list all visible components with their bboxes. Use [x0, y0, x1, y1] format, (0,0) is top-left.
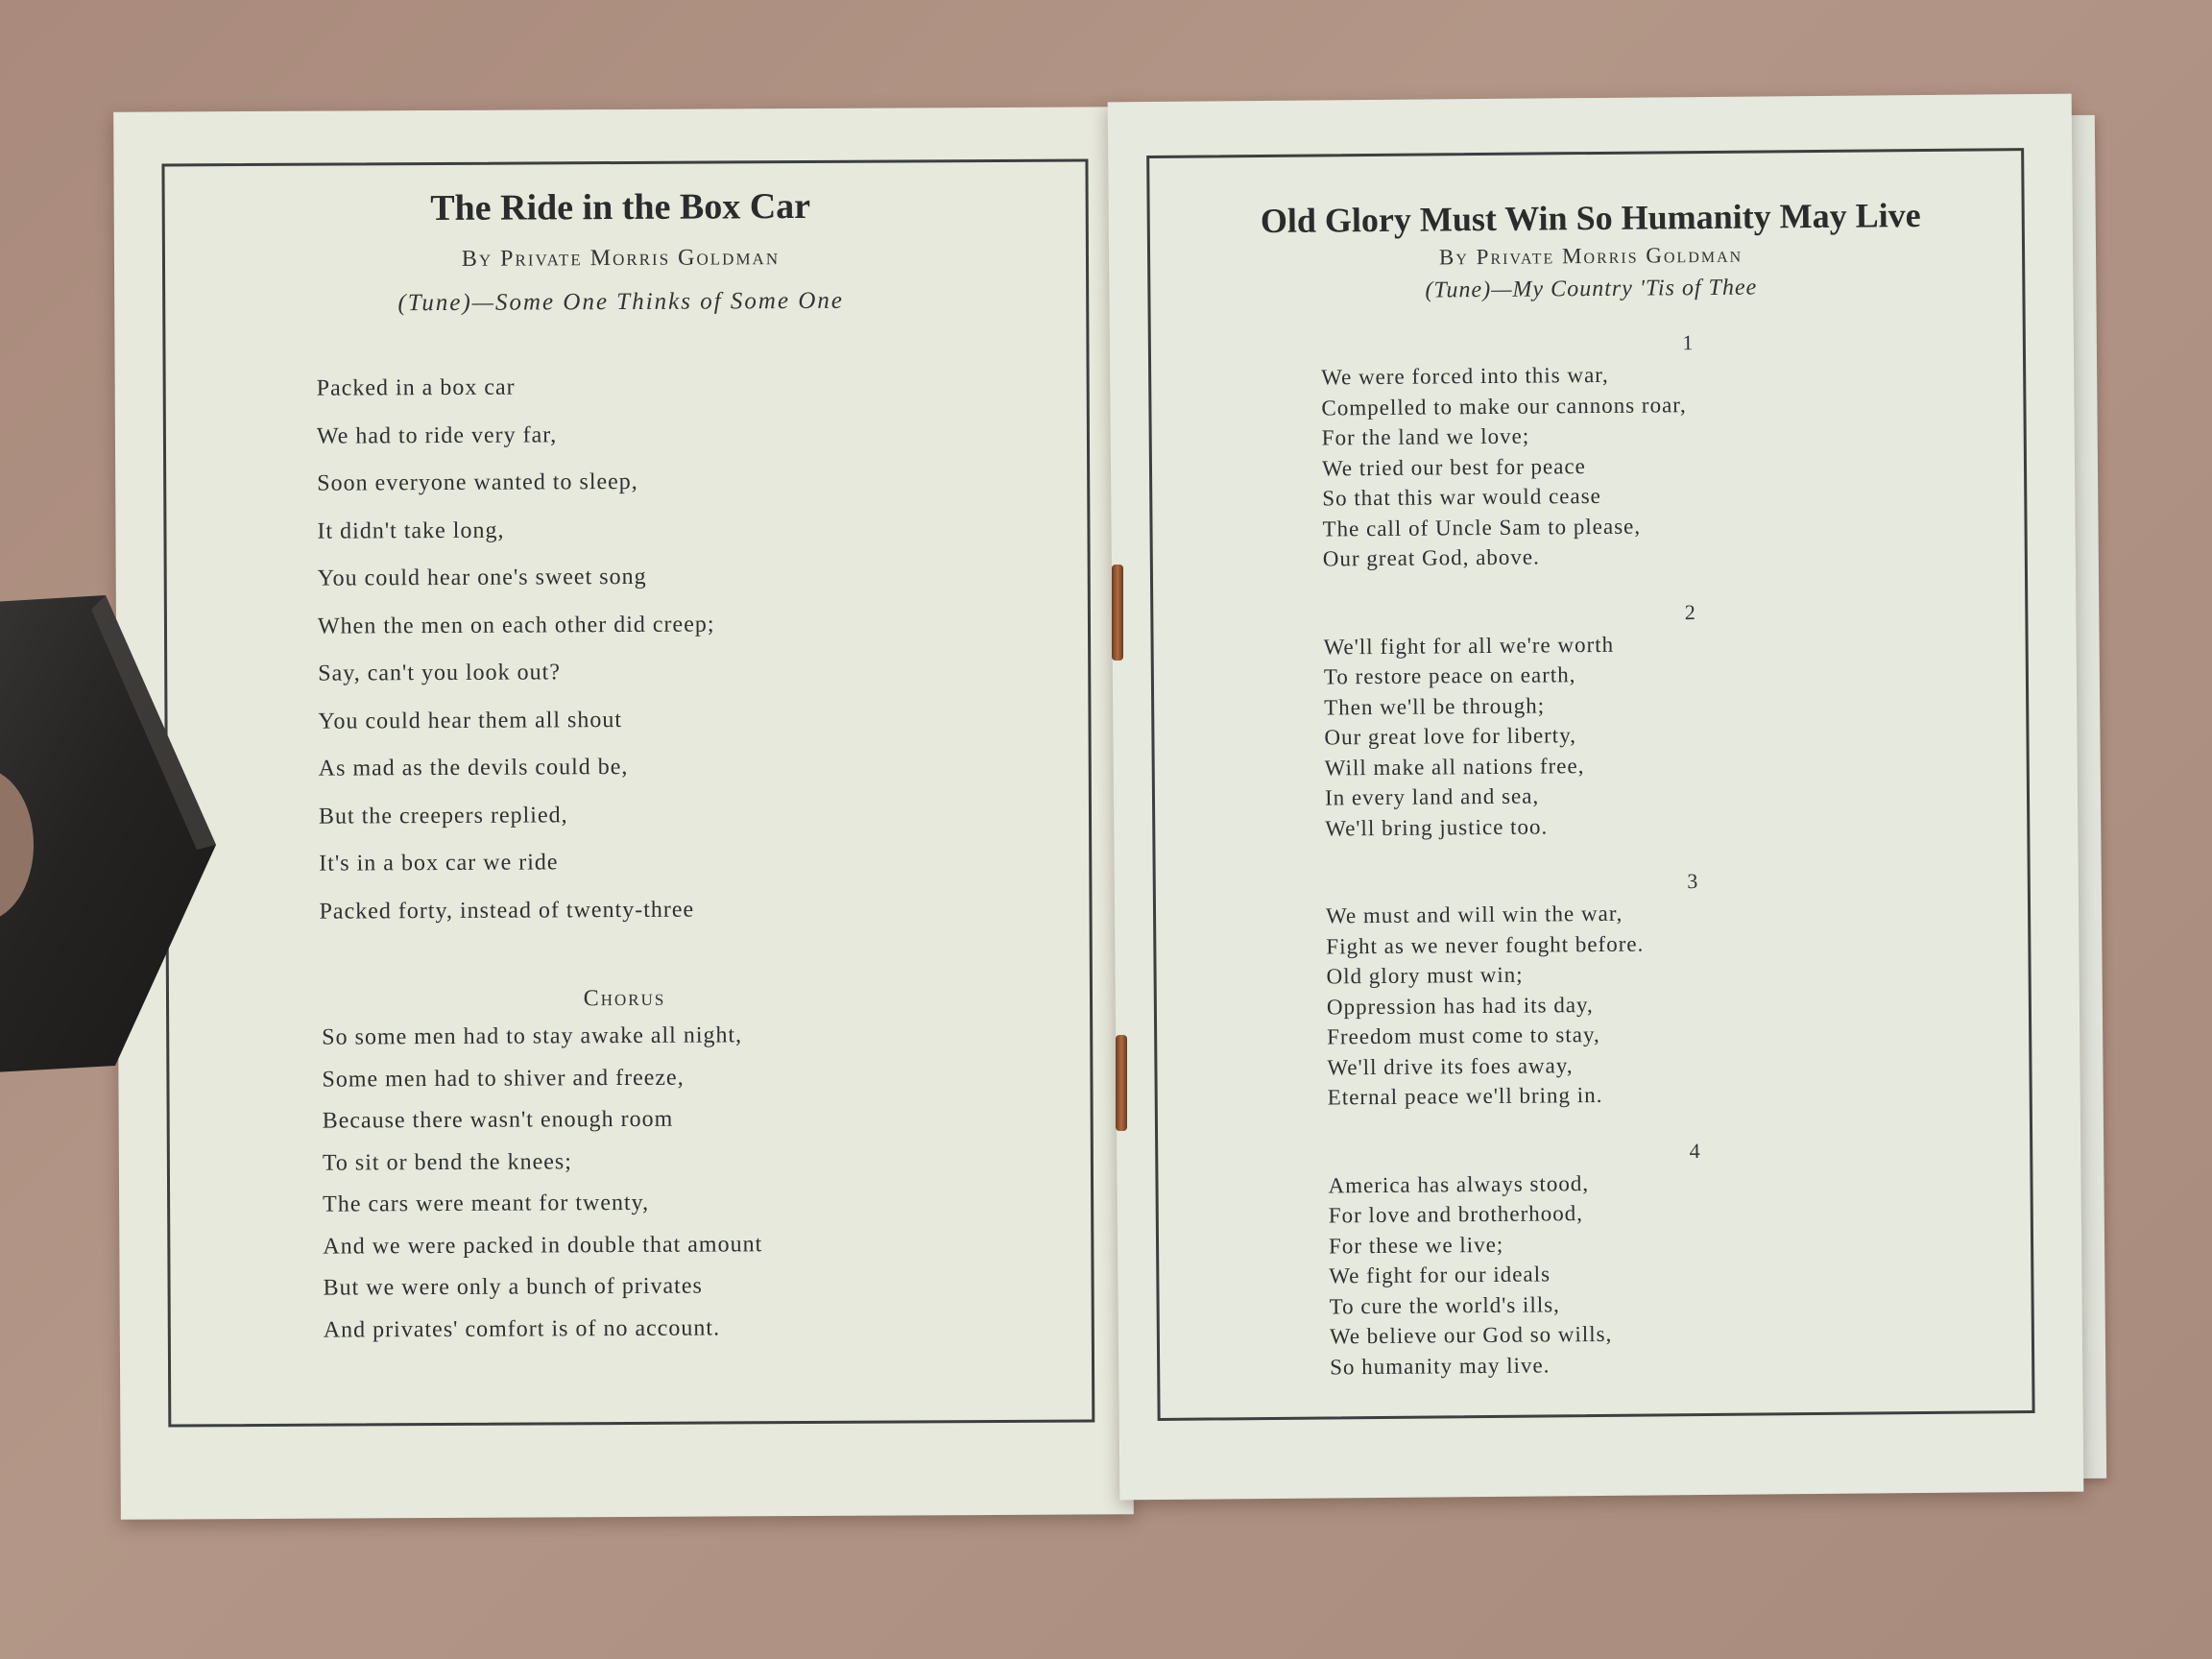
right-poem-title: Old Glory Must Win So Humanity May Live: [1260, 196, 1921, 241]
stanza-number: 3: [1687, 869, 1698, 894]
stanza-line: In every land and sea,: [1324, 783, 1540, 810]
stanza-line: Will make all nations free,: [1324, 753, 1585, 780]
stanza-1: [1110, 327, 2076, 576]
right-poem-byline: By Private Morris Goldman: [1438, 242, 1743, 270]
stanza-line: We fight for our ideals: [1329, 1262, 1551, 1288]
stanza-4: [1117, 1135, 2082, 1383]
chorus-line: Because there wasn't enough room: [322, 1106, 674, 1134]
stanza-number: 4: [1689, 1138, 1700, 1163]
verse-line: But the creepers replied,: [318, 802, 568, 830]
stanza-line: For the land we love;: [1321, 423, 1530, 450]
stanza-line: To cure the world's ills,: [1329, 1291, 1560, 1318]
chorus-line: So some men had to stay awake all night,: [322, 1022, 743, 1050]
stanza-line: We'll fight for all we're worth: [1323, 632, 1615, 659]
verse-line: You could hear them all shout: [318, 707, 623, 734]
left-poem-title: The Ride in the Box Car: [430, 185, 811, 229]
chorus-line: To sit or bend the knees;: [322, 1148, 572, 1176]
stanza-line: To restore peace on earth,: [1323, 662, 1576, 689]
stanza-line: Our great love for liberty,: [1324, 723, 1577, 750]
stanza-line: We'll bring justice too.: [1325, 813, 1549, 840]
left-page: [113, 107, 1134, 1520]
chorus-line: The cars were meant for twenty,: [323, 1190, 650, 1217]
stanza-line: We tried our best for peace: [1321, 453, 1586, 480]
chorus-line: Some men had to shiver and freeze,: [322, 1065, 685, 1093]
verse-line: When the men on each other did creep;: [317, 612, 715, 639]
stanza-line: Oppression has had its day,: [1326, 992, 1594, 1019]
right-page: [1108, 94, 2084, 1501]
verse-line: Soon everyone wanted to sleep,: [317, 469, 638, 496]
right-poem-tune: (Tune)—My Country 'Tis of Thee: [1425, 275, 1758, 303]
stanza-line: So humanity may live.: [1330, 1352, 1551, 1379]
chorus-verse: [118, 1013, 1133, 1353]
stanza-number: 2: [1684, 599, 1695, 624]
chorus-line: And we were packed in double that amount: [323, 1231, 763, 1260]
verse-line: We had to ride very far,: [316, 421, 558, 449]
stanza-line: We must and will win the war,: [1325, 901, 1623, 928]
staple-top: [1112, 565, 1123, 661]
verse-line: Packed forty, instead of twenty-three: [319, 897, 695, 925]
stanza-line: For these we live;: [1328, 1232, 1504, 1258]
left-poem-byline: By Private Morris Goldman: [461, 245, 781, 272]
stanza-line: America has always stood,: [1328, 1170, 1590, 1197]
stanza-line: We believe our God so wills,: [1329, 1321, 1613, 1349]
stanza-line: Fight as we never fought before.: [1326, 931, 1645, 958]
stanza-line: We'll drive its foes away,: [1327, 1052, 1574, 1079]
chorus-heading: Chorus: [583, 985, 666, 1012]
right-poem: [1108, 94, 2083, 1384]
verse-line: As mad as the devils could be,: [318, 754, 629, 781]
verse-line: It didn't take long,: [317, 517, 505, 544]
stanza-line: Freedom must come to stay,: [1327, 1022, 1600, 1049]
chorus-line: And privates' comfort is of no account.: [323, 1314, 721, 1343]
hex-nut-paperweight: [0, 586, 221, 1085]
stanza-line: Old glory must win;: [1326, 962, 1524, 989]
verse-line: It's in a box car we ride: [319, 850, 559, 877]
verse-line: Packed in a box car: [316, 374, 516, 401]
stanza-line: Then we'll be through;: [1324, 692, 1546, 719]
left-poem: [113, 107, 1133, 1353]
stanza-2: [1112, 596, 2078, 845]
stanza-line: So that this war would cease: [1322, 483, 1601, 511]
left-poem-tune: (Tune)—Some One Thinks of Some One: [397, 287, 845, 317]
verse-line: You could hear one's sweet song: [317, 564, 647, 591]
stanza-line: We were forced into this war,: [1321, 362, 1609, 390]
stanza-line: Compelled to make our cannons roar,: [1321, 392, 1687, 420]
staple-bottom: [1116, 1035, 1127, 1131]
stanza-number: 1: [1682, 330, 1694, 355]
stanza-line: Our great God, above.: [1322, 544, 1540, 571]
stanza-line: Eternal peace we'll bring in.: [1327, 1082, 1603, 1110]
left-poem-verse: [115, 361, 1131, 937]
stanza-line: The call of Uncle Sam to please,: [1322, 514, 1642, 541]
stanza-3: [1115, 866, 2080, 1115]
verse-line: Say, can't you look out?: [318, 660, 562, 686]
stanza-line: For love and brotherhood,: [1328, 1201, 1584, 1228]
chorus-line: But we were only a bunch of privates: [323, 1273, 703, 1301]
